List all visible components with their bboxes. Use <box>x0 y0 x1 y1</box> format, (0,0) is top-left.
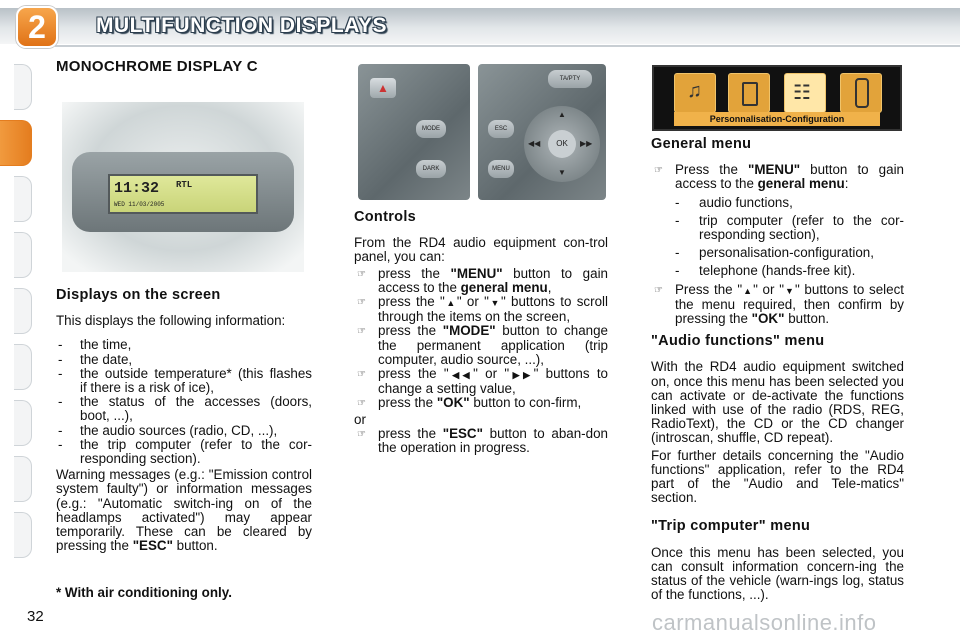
side-tab-6[interactable] <box>14 344 32 390</box>
side-tab-2-active[interactable] <box>0 120 32 166</box>
footnote: * With air conditioning only. <box>56 585 232 600</box>
display-radio-text: RTL <box>176 180 193 190</box>
column-monochrome-display <box>56 60 312 74</box>
pointing-hand-icon: ☞ <box>357 428 366 440</box>
pointing-hand-icon: ☞ <box>357 369 366 381</box>
warning-paragraph <box>56 468 312 553</box>
trip-computer-icon <box>728 73 770 113</box>
side-tab-9[interactable] <box>14 512 32 558</box>
general-menu-list <box>651 163 904 191</box>
panel-right <box>478 64 606 200</box>
section-title-controls: Controls <box>354 209 417 225</box>
section-title-audio-functions: "Audio functions" menu <box>651 333 825 350</box>
watermark-text: carmanualsonline.info <box>652 610 877 635</box>
arrow-up-icon: ▲ <box>742 285 754 296</box>
warning-tail: button. <box>172 538 218 554</box>
list-item: - the outside temperature* (this flashes if there is a risk of ice), <box>56 367 312 395</box>
ta-pty-button: TA/PTY <box>548 70 592 88</box>
side-tab-3[interactable] <box>14 176 32 222</box>
ok-button: OK <box>548 130 576 158</box>
list-item: ☞ Press the "MENU" button to gain access to the general menu: <box>654 162 904 192</box>
arrow-right-icon: ▶▶ <box>580 139 593 148</box>
general-menu-sublist <box>675 196 904 279</box>
panel-left <box>358 64 470 200</box>
chapter-side-tabs <box>0 64 36 584</box>
pointing-hand-icon: ☞ <box>357 398 366 410</box>
personalisation-configuration-icon: ☷ <box>784 73 826 113</box>
displays-list <box>56 338 312 466</box>
list-item: - telephone (hands-free kit). <box>675 264 904 278</box>
header-rule <box>55 45 960 47</box>
side-tab-7[interactable] <box>14 400 32 446</box>
pointing-hand-icon: ☞ <box>654 165 663 177</box>
audio-functions-details: For further details concerning the "Audio functions" application, refer to the RD4 part of the "Audio and Tele-matics" section. <box>651 447 904 506</box>
arrow-down-icon: ▼ <box>783 285 795 296</box>
trip-computer-paragraph: Once this menu has been selected, you can consult information concern-ing the status of the vehicle (warn-ings log, status of the functions, ...). <box>651 544 904 603</box>
section-title-displays: Displays on the screen <box>56 287 221 303</box>
navigation-dial <box>524 106 600 182</box>
arrow-up-icon: ▲ <box>558 110 566 119</box>
display-time: 11:32 <box>114 180 160 197</box>
side-tab-5[interactable] <box>14 288 32 334</box>
pointing-hand-icon: ☞ <box>654 284 663 296</box>
general-menu-section <box>651 137 904 602</box>
list-item: - audio functions, <box>675 196 904 210</box>
rd4-control-panel-photo <box>358 64 606 200</box>
section-title-monochrome-display: MONOCHROME DISPLAY C <box>56 58 258 75</box>
arrow-up-icon: ▲ <box>444 298 457 309</box>
page-header <box>0 0 960 52</box>
arrow-left-icon: ◀◀ <box>528 139 541 148</box>
list-item: ☞ Press the "▲" or "▼" buttons to select the menu required, then confirm by pressing the "OK" button. <box>654 281 904 327</box>
chapter-number-badge: 2 <box>16 6 58 48</box>
arrow-down-icon: ▼ <box>558 168 566 177</box>
list-item: ☞ press the "ESC" button to aban-don the operation in progress. <box>357 425 608 456</box>
general-menu-list-2 <box>651 283 904 327</box>
section-title-trip-computer: "Trip computer" menu <box>651 518 811 535</box>
side-tab-8[interactable] <box>14 456 32 502</box>
telephone-icon <box>840 73 882 113</box>
list-item: ☞ press the "OK" button to con-firm, <box>357 395 582 411</box>
controls-list-esc <box>354 427 608 455</box>
warning-esc-key: "ESC" <box>132 538 173 554</box>
displays-intro: This displays the following information: <box>56 313 286 329</box>
list-item: - the trip computer (refer to the cor-responding section). <box>56 438 312 466</box>
section-title-general-menu: General menu <box>651 136 752 152</box>
display-date: WED 11/03/2005 <box>114 201 165 208</box>
dark-button: DARK <box>416 160 446 178</box>
pointing-hand-icon: ☞ <box>357 297 366 309</box>
warning-text: Warning messages (e.g.: "Emission control system faulty") or information messages (e.g.: "Automatic switch-ing on of the headlamps activated") may appear temporarily. These can be cleared by pressing the <box>56 467 312 554</box>
monochrome-display-photo <box>62 102 304 272</box>
list-item: ☞ press the "MENU" button to gain access to the general menu, <box>357 265 608 295</box>
audio-functions-paragraph: With the RD4 audio equipment switched on, once this menu has been selected you can activate or de-activate the functions linked with use of the radio (RDS, REG, RadioText), the CD or the CD changer (introscan, shuffle, CD repeat). <box>651 359 904 446</box>
list-item: - the date, <box>56 353 312 367</box>
esc-button: ESC <box>488 120 514 138</box>
page-number: 32 <box>27 608 44 625</box>
general-menu-screen-photo <box>652 65 902 131</box>
watermark <box>652 610 952 640</box>
list-item: - trip computer (refer to the cor-responding section), <box>675 214 904 242</box>
side-tab-4[interactable] <box>14 232 32 278</box>
controls-intro: From the RD4 audio equipment con-trol panel, you can: <box>354 235 608 265</box>
list-item: - the time, <box>56 338 312 352</box>
arrow-left-icon: ◀◀ <box>448 370 474 381</box>
list-item: ☞ press the "MODE" button to change the permanent application (trip computer, audio source, ...), <box>357 323 608 367</box>
arrow-down-icon: ▼ <box>488 298 501 309</box>
mode-button: MODE <box>416 120 446 138</box>
controls-list <box>354 267 608 411</box>
or-text: or <box>354 411 366 427</box>
hazard-button: ▲ <box>370 78 396 98</box>
list-item: ☞ press the "▲" or "▼" buttons to scroll through the items on the screen, <box>357 294 608 325</box>
chapter-title: MULTIFUNCTION DISPLAYS <box>96 14 388 37</box>
pointing-hand-icon: ☞ <box>357 268 366 280</box>
controls-section <box>354 210 608 455</box>
audio-functions-icon: ♫ <box>674 73 716 113</box>
list-item: - personalisation-configuration, <box>675 246 904 260</box>
pointing-hand-icon: ☞ <box>357 326 366 338</box>
display-screen <box>108 174 258 214</box>
list-item: ☞ press the "◀◀" or "▶▶" buttons to change a setting value, <box>357 366 608 397</box>
menu-button: MENU <box>488 160 514 178</box>
menu-bar-label: Personnalisation-Configuration <box>674 112 880 126</box>
displays-section <box>56 288 312 553</box>
list-item: - the status of the accesses (doors, boot, ...), <box>56 395 312 423</box>
arrow-right-icon: ▶▶ <box>509 370 534 381</box>
list-item: - the audio sources (radio, CD, ...), <box>56 424 312 438</box>
side-tab-1[interactable] <box>14 64 32 110</box>
